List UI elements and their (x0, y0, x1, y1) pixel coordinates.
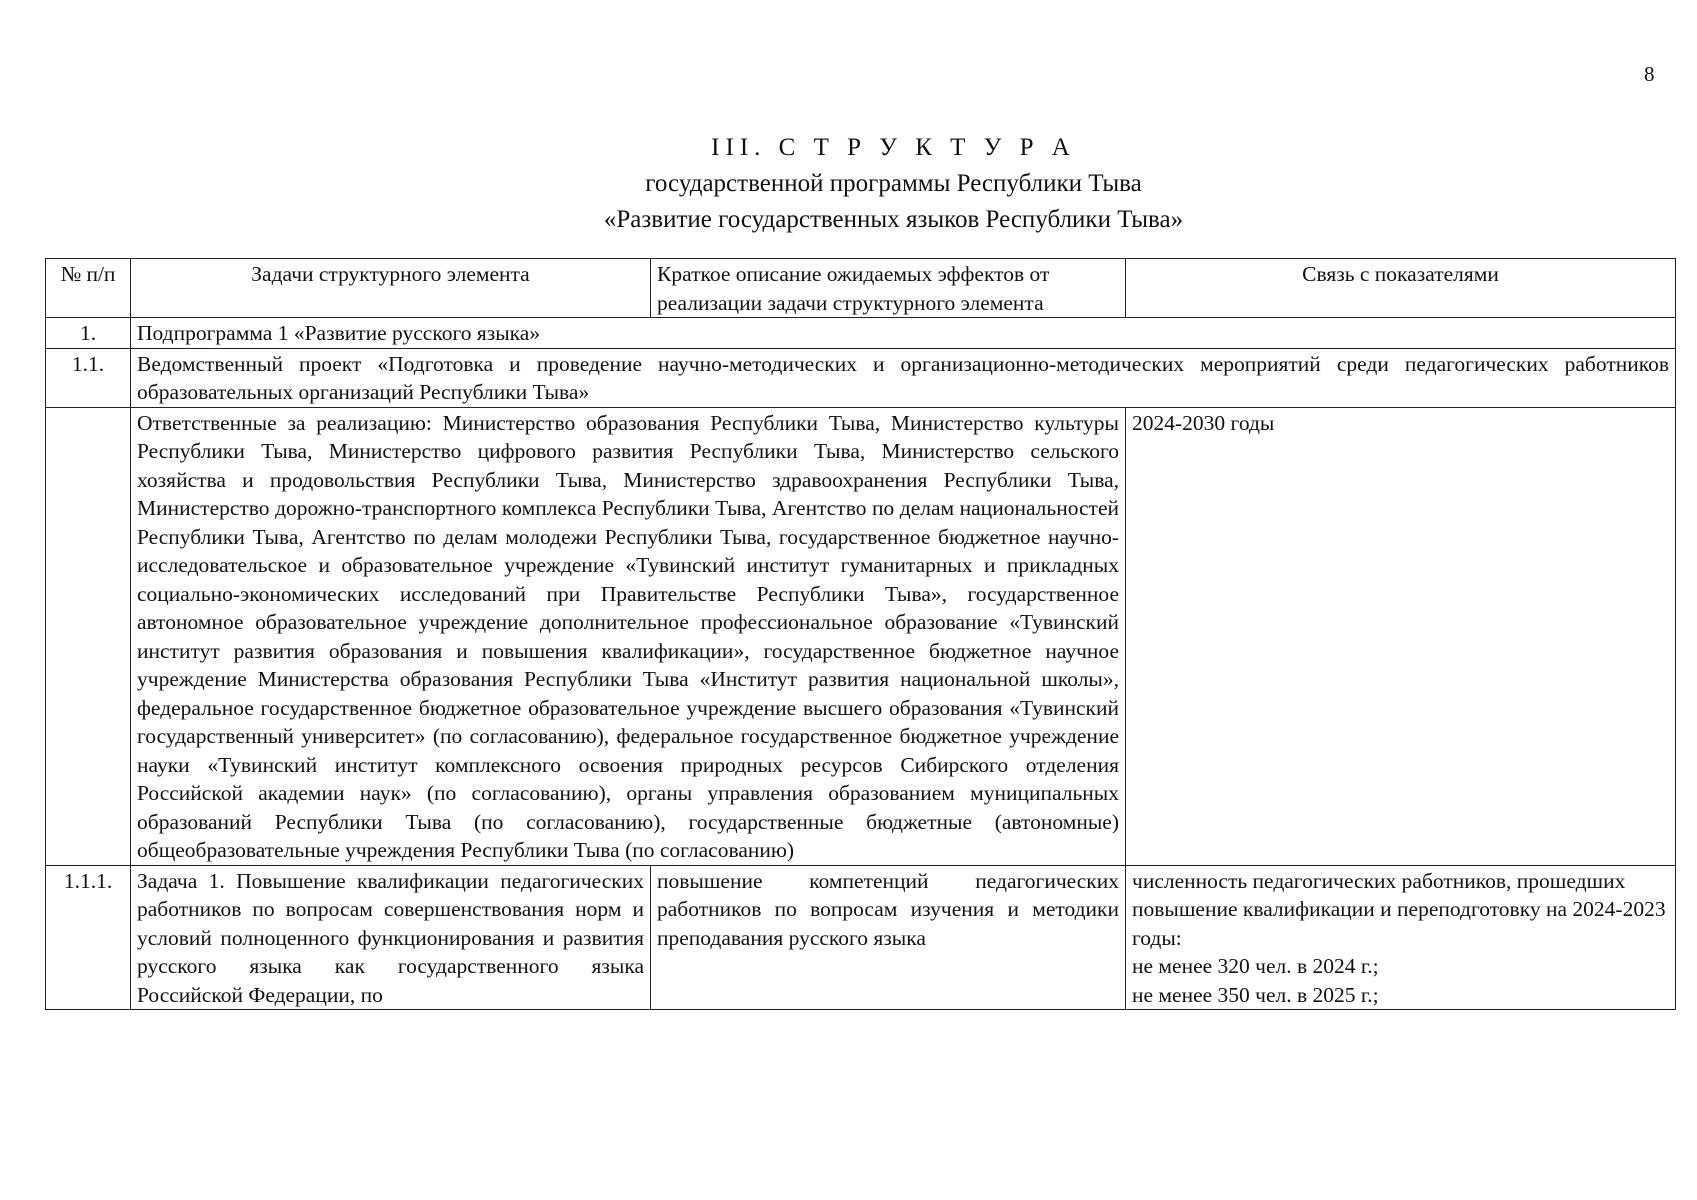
row-1-1-1-effect: повышение компетенций педагогических работников по вопросам изучения и методики преподавания русского языка (651, 865, 1126, 1010)
title-line-2: государственной программы Республики Тыва (645, 170, 1142, 197)
indicator-line-1: численность педагогических работников, прошедших повышение квалификации и переподготовку на 2024-2023 годы: (1132, 868, 1666, 950)
row-responsible-num (46, 407, 131, 865)
table-header-row (46, 259, 1676, 318)
row-1-num: 1. (46, 318, 131, 349)
row-1-1-text: Ведомственный проект «Подготовка и проведение научно-методических и организационно-методических мероприятий среди педагогических работников образовательных организаций Республики Тыва» (131, 348, 1676, 407)
header-effects: Краткое описание ожидаемых эффектов от реализации задачи структурного элемента (651, 259, 1126, 318)
header-num: № п/п (46, 259, 131, 318)
document-title (0, 130, 1697, 238)
title-line-1: III. С Т Р У К Т У Р А (711, 134, 1076, 161)
page-number: 8 (1644, 62, 1655, 86)
indicator-line-2: не менее 320 чел. в 2024 г.; (1132, 954, 1379, 978)
row-1-1-1-num: 1.1.1. (46, 865, 131, 1010)
title-line-3: «Развитие государственных языков Республики Тыва» (603, 206, 1184, 233)
row-responsible-text: Ответственные за реализацию: Министерство образования Республики Тыва, Министерство культуры Республики Тыва, Министерство цифрового развития Республики Тыва, Министерство сельского хозяйства и продовольствия Республики Тыва, Министерство здравоохранения Республики Тыва, Министерство дорожно-транспортного комплекса Республики Тыва, Агентство по делам национальностей Республики Тыва, Агентство по делам молодежи Республики Тыва, государственное бюджетное научно-исследовательское и образовательное учреждение «Тувинский институт гуманитарных и прикладных социально-экономических исследований при Правительстве Республики Тыва», государственное автономное образовательное учреждение дополнительное профессиональное образование «Тувинский институт развития образования и повышения квалификации», государственное бюджетное научное учреждение Министерства образования Республики Тыва «Институт развития национальной школы», федеральное государственное бюджетное образовательное учреждение высшего образования «Тувинский государственный университет» (по согласованию), федеральное государственное бюджетное учреждение науки «Тувинский институт комплексного освоения природных ресурсов Сибирского отделения Российской академии наук» (по согласованию), органы управления образованием муниципальных образований Республики Тыва (по согласованию), государственные бюджетные (автономные) общеобразовательные учреждения Республики Тыва (по согласованию) (131, 407, 1126, 865)
table-row-task-1 (46, 865, 1676, 1010)
row-1-text: Подпрограмма 1 «Развитие русского языка» (131, 318, 1676, 349)
header-indicators: Связь с показателями (1126, 259, 1676, 318)
header-tasks: Задачи структурного элемента (131, 259, 651, 318)
row-1-1-num: 1.1. (46, 348, 131, 407)
indicator-line-3: не менее 350 чел. в 2025 г.; (1132, 982, 1379, 1007)
structure-table (45, 258, 1676, 1010)
row-1-1-1-indicator (1126, 865, 1676, 1010)
row-1-1-1-task: Задача 1. Повышение квалификации педагогических работников по вопросам совершенствования норм и условий полноценного функционирования и развития русского языка как государственного языка Российской Федерации, по (131, 865, 651, 1010)
table-row-project (46, 348, 1676, 407)
row-responsible-period: 2024-2030 годы (1126, 407, 1676, 865)
table-row-subprogram (46, 318, 1676, 349)
table-row-responsible (46, 407, 1676, 865)
